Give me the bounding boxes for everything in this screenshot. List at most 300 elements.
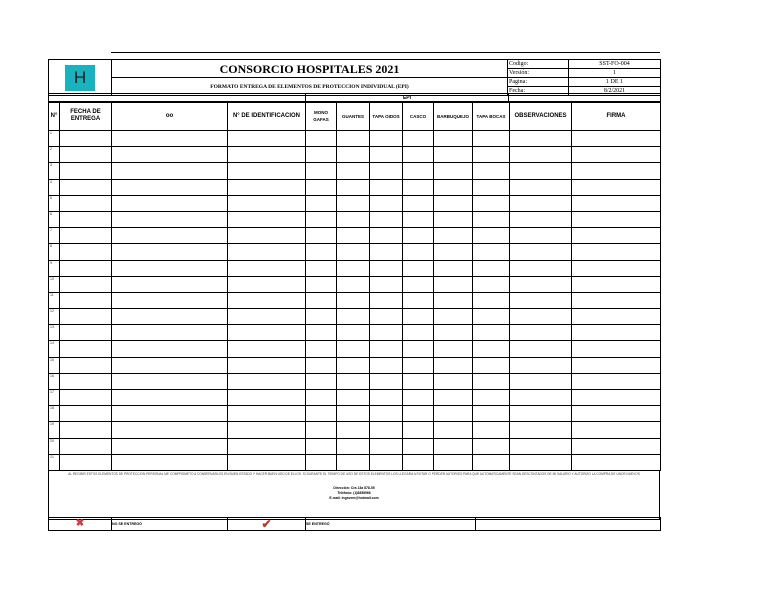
table-cell[interactable] xyxy=(434,131,473,147)
table-cell[interactable] xyxy=(306,179,337,195)
table-cell[interactable] xyxy=(337,325,370,341)
meta-value-version: 1 xyxy=(569,69,661,78)
table-cell[interactable] xyxy=(306,260,337,276)
table-cell[interactable] xyxy=(403,325,434,341)
table-cell[interactable] xyxy=(337,422,370,438)
table-cell[interactable] xyxy=(572,195,661,211)
table-cell[interactable] xyxy=(306,228,337,244)
table-cell[interactable] xyxy=(434,390,473,406)
table-cell[interactable] xyxy=(403,357,434,373)
table-cell[interactable] xyxy=(370,244,403,260)
table-cell[interactable] xyxy=(228,260,306,276)
table-cell[interactable] xyxy=(60,195,112,211)
col-header-identificacion: N° DE IDENTIFICACION xyxy=(228,102,306,131)
table-cell[interactable] xyxy=(306,211,337,227)
footer-address: Dirección: Cra 13a 878-55 xyxy=(333,485,375,490)
table-cell[interactable] xyxy=(572,454,661,470)
table-cell[interactable] xyxy=(60,325,112,341)
table-cell[interactable] xyxy=(112,147,228,163)
table-cell[interactable] xyxy=(112,341,228,357)
table-cell[interactable] xyxy=(434,292,473,308)
table-cell[interactable] xyxy=(434,147,473,163)
table-cell[interactable] xyxy=(112,309,228,325)
table-cell[interactable] xyxy=(306,147,337,163)
table-cell[interactable] xyxy=(60,131,112,147)
table-cell[interactable] xyxy=(473,390,510,406)
table-cell[interactable] xyxy=(473,228,510,244)
table-cell[interactable] xyxy=(370,406,403,422)
table-cell[interactable] xyxy=(370,325,403,341)
table-cell[interactable] xyxy=(572,438,661,454)
table-cell[interactable] xyxy=(112,179,228,195)
meta-label-codigo: Codigo: xyxy=(508,60,569,69)
col-header-nombre: oo xyxy=(112,102,228,131)
table-cell[interactable] xyxy=(473,454,510,470)
table-cell[interactable] xyxy=(473,422,510,438)
table-cell[interactable] xyxy=(112,373,228,389)
table-cell[interactable] xyxy=(572,422,661,438)
table-cell[interactable] xyxy=(228,422,306,438)
table-cell[interactable] xyxy=(572,276,661,292)
col-header-monogafas: MONO GAFAS xyxy=(306,102,337,131)
table-cell[interactable] xyxy=(434,228,473,244)
table-cell[interactable] xyxy=(337,276,370,292)
table-cell[interactable] xyxy=(306,276,337,292)
table-cell[interactable] xyxy=(403,438,434,454)
legend-delivered: SE ENTREGÓ xyxy=(306,518,476,531)
table-cell[interactable] xyxy=(337,195,370,211)
table-cell[interactable] xyxy=(306,244,337,260)
table-cell[interactable] xyxy=(60,147,112,163)
table-cell[interactable] xyxy=(434,454,473,470)
row-number: 17 xyxy=(49,390,60,406)
table-cell[interactable] xyxy=(370,228,403,244)
table-cell[interactable] xyxy=(228,406,306,422)
row-number: 7 xyxy=(49,228,60,244)
table-cell[interactable] xyxy=(434,373,473,389)
table-cell[interactable] xyxy=(112,292,228,308)
table-cell[interactable] xyxy=(337,228,370,244)
table-cell[interactable] xyxy=(473,325,510,341)
table-row xyxy=(49,211,661,227)
table-row xyxy=(49,163,661,179)
table-cell[interactable] xyxy=(337,406,370,422)
table-cell[interactable] xyxy=(510,309,572,325)
legend-x-cell xyxy=(49,518,112,531)
table-cell[interactable] xyxy=(403,454,434,470)
table-cell[interactable] xyxy=(572,211,661,227)
table-cell[interactable] xyxy=(60,373,112,389)
table-cell[interactable] xyxy=(337,438,370,454)
table-cell[interactable] xyxy=(60,228,112,244)
table-row xyxy=(49,276,661,292)
table-cell[interactable] xyxy=(337,131,370,147)
table-cell[interactable] xyxy=(60,260,112,276)
table-cell[interactable] xyxy=(228,309,306,325)
epi-label: EPI xyxy=(306,94,509,103)
table-cell[interactable] xyxy=(306,131,337,147)
table-cell[interactable] xyxy=(337,357,370,373)
table-cell[interactable] xyxy=(370,454,403,470)
row-number: 1 xyxy=(49,131,60,147)
table-cell[interactable] xyxy=(510,357,572,373)
table-cell[interactable] xyxy=(112,163,228,179)
table-cell[interactable] xyxy=(112,422,228,438)
table-cell[interactable] xyxy=(473,341,510,357)
table-cell[interactable] xyxy=(228,228,306,244)
table-cell[interactable] xyxy=(228,131,306,147)
table-cell[interactable] xyxy=(403,211,434,227)
row-number: 20 xyxy=(49,438,60,454)
table-cell[interactable] xyxy=(112,325,228,341)
table-cell[interactable] xyxy=(473,276,510,292)
table-cell[interactable] xyxy=(510,163,572,179)
table-cell[interactable] xyxy=(473,147,510,163)
table-cell[interactable] xyxy=(510,422,572,438)
table-cell[interactable] xyxy=(434,163,473,179)
top-rule xyxy=(111,52,660,53)
table-cell[interactable] xyxy=(60,163,112,179)
table-cell[interactable] xyxy=(572,147,661,163)
col-header-tapabocas: TAPA BOCAS xyxy=(473,102,510,131)
table-cell[interactable] xyxy=(370,292,403,308)
table-cell[interactable] xyxy=(473,131,510,147)
row-number: 11 xyxy=(49,292,60,308)
cross-icon: ✖ xyxy=(75,518,85,529)
logo-cell xyxy=(49,60,112,96)
table-cell[interactable] xyxy=(60,406,112,422)
col-header-observaciones: OBSERVACIONES xyxy=(510,102,572,131)
table-cell[interactable] xyxy=(572,292,661,308)
table-cell[interactable] xyxy=(112,211,228,227)
table-cell[interactable] xyxy=(306,438,337,454)
table-cell[interactable] xyxy=(572,179,661,195)
table-cell[interactable] xyxy=(434,276,473,292)
table-cell[interactable] xyxy=(370,163,403,179)
table-cell[interactable] xyxy=(306,341,337,357)
row-number: 12 xyxy=(49,309,60,325)
table-cell[interactable] xyxy=(510,276,572,292)
table-cell[interactable] xyxy=(337,390,370,406)
table-cell[interactable] xyxy=(510,131,572,147)
table-cell[interactable] xyxy=(60,341,112,357)
table-cell[interactable] xyxy=(572,244,661,260)
table-cell[interactable] xyxy=(572,309,661,325)
table-cell[interactable] xyxy=(403,244,434,260)
col-header-fecha: FECHA DE ENTREGA xyxy=(60,102,112,131)
table-cell[interactable] xyxy=(112,228,228,244)
table-cell[interactable] xyxy=(473,292,510,308)
table-cell[interactable] xyxy=(370,260,403,276)
table-cell[interactable] xyxy=(228,292,306,308)
table-cell[interactable] xyxy=(434,260,473,276)
col-header-num: N° xyxy=(49,102,60,131)
table-cell[interactable] xyxy=(403,390,434,406)
table-cell[interactable] xyxy=(306,163,337,179)
table-cell[interactable] xyxy=(60,422,112,438)
table-row xyxy=(49,309,661,325)
table-cell[interactable] xyxy=(510,244,572,260)
table-cell[interactable] xyxy=(306,406,337,422)
table-cell[interactable] xyxy=(572,131,661,147)
row-number: 16 xyxy=(49,373,60,389)
table-cell[interactable] xyxy=(572,390,661,406)
table-cell[interactable] xyxy=(473,260,510,276)
table-cell[interactable] xyxy=(60,438,112,454)
table-cell[interactable] xyxy=(370,390,403,406)
table-cell[interactable] xyxy=(370,309,403,325)
table-cell[interactable] xyxy=(572,341,661,357)
header-block xyxy=(48,59,661,96)
table-cell[interactable] xyxy=(112,357,228,373)
table-cell[interactable] xyxy=(510,211,572,227)
table-cell[interactable] xyxy=(370,276,403,292)
table-cell[interactable] xyxy=(434,406,473,422)
table-cell[interactable] xyxy=(370,131,403,147)
table-cell[interactable] xyxy=(473,357,510,373)
table-row xyxy=(49,454,661,470)
table-cell[interactable] xyxy=(337,163,370,179)
table-cell[interactable] xyxy=(473,179,510,195)
table-cell[interactable] xyxy=(403,260,434,276)
table-cell[interactable] xyxy=(434,341,473,357)
table-cell[interactable] xyxy=(473,438,510,454)
table-cell[interactable] xyxy=(434,211,473,227)
table-cell[interactable] xyxy=(473,406,510,422)
table-row xyxy=(49,195,661,211)
table-cell[interactable] xyxy=(473,195,510,211)
table-cell[interactable] xyxy=(510,179,572,195)
table-cell[interactable] xyxy=(337,147,370,163)
table-cell[interactable] xyxy=(370,357,403,373)
table-cell[interactable] xyxy=(510,195,572,211)
delivery-table xyxy=(48,101,661,471)
table-cell[interactable] xyxy=(434,357,473,373)
table-cell[interactable] xyxy=(434,422,473,438)
table-cell[interactable] xyxy=(306,373,337,389)
table-cell[interactable] xyxy=(306,325,337,341)
meta-value-fecha: 8/2/2021 xyxy=(569,87,661,96)
table-cell[interactable] xyxy=(434,179,473,195)
table-cell[interactable] xyxy=(510,341,572,357)
table-cell[interactable] xyxy=(370,179,403,195)
table-cell[interactable] xyxy=(473,211,510,227)
row-number: 14 xyxy=(49,341,60,357)
table-cell[interactable] xyxy=(112,406,228,422)
table-cell[interactable] xyxy=(228,179,306,195)
table-cell[interactable] xyxy=(337,260,370,276)
table-cell[interactable] xyxy=(228,276,306,292)
table-cell[interactable] xyxy=(112,244,228,260)
table-cell[interactable] xyxy=(228,325,306,341)
table-row xyxy=(49,406,661,422)
table-cell[interactable] xyxy=(510,260,572,276)
table-cell[interactable] xyxy=(510,147,572,163)
table-row xyxy=(49,373,661,389)
table-row xyxy=(49,325,661,341)
row-number: 10 xyxy=(49,276,60,292)
table-cell[interactable] xyxy=(337,179,370,195)
table-cell[interactable] xyxy=(370,373,403,389)
table-cell[interactable] xyxy=(60,276,112,292)
table-cell[interactable] xyxy=(337,244,370,260)
table-row xyxy=(49,131,661,147)
table-cell[interactable] xyxy=(306,292,337,308)
table-cell[interactable] xyxy=(403,163,434,179)
table-cell[interactable] xyxy=(572,260,661,276)
table-cell[interactable] xyxy=(370,341,403,357)
table-cell[interactable] xyxy=(112,454,228,470)
table-cell[interactable] xyxy=(228,373,306,389)
row-number: 9 xyxy=(49,260,60,276)
meta-value-codigo: SST-FO-004 xyxy=(569,60,661,69)
table-cell[interactable] xyxy=(228,163,306,179)
table-cell[interactable] xyxy=(112,438,228,454)
table-cell[interactable] xyxy=(434,309,473,325)
document-subtitle: FORMATO ENTREGA DE ELEMENTOS DE PROTECCION INDIVIDUAL (EPI) xyxy=(112,78,508,96)
table-cell[interactable] xyxy=(403,406,434,422)
table-cell[interactable] xyxy=(473,309,510,325)
col-header-guantes: GUANTES xyxy=(337,102,370,131)
table-row xyxy=(49,357,661,373)
row-number: 19 xyxy=(49,422,60,438)
table-cell[interactable] xyxy=(337,341,370,357)
row-number: 5 xyxy=(49,195,60,211)
row-number: 18 xyxy=(49,406,60,422)
table-cell[interactable] xyxy=(60,390,112,406)
table-cell[interactable] xyxy=(112,390,228,406)
row-number: 8 xyxy=(49,244,60,260)
meta-label-version: Versión: xyxy=(508,69,569,78)
table-cell[interactable] xyxy=(510,373,572,389)
table-cell[interactable] xyxy=(403,276,434,292)
table-cell[interactable] xyxy=(403,309,434,325)
table-cell[interactable] xyxy=(403,422,434,438)
row-number: 21 xyxy=(49,454,60,470)
table-cell[interactable] xyxy=(306,309,337,325)
table-cell[interactable] xyxy=(370,211,403,227)
table-cell[interactable] xyxy=(228,147,306,163)
table-row xyxy=(49,390,661,406)
table-cell[interactable] xyxy=(337,454,370,470)
table-cell[interactable] xyxy=(60,454,112,470)
table-cell[interactable] xyxy=(403,373,434,389)
table-cell[interactable] xyxy=(306,422,337,438)
table-cell[interactable] xyxy=(306,195,337,211)
table-cell[interactable] xyxy=(473,373,510,389)
table-cell[interactable] xyxy=(403,228,434,244)
table-cell[interactable] xyxy=(228,195,306,211)
footer-phone: Teléfono: (1)8858966 xyxy=(337,490,371,495)
table-cell[interactable] xyxy=(228,357,306,373)
table-cell[interactable] xyxy=(572,325,661,341)
table-cell[interactable] xyxy=(572,406,661,422)
table-cell[interactable] xyxy=(60,244,112,260)
table-cell[interactable] xyxy=(403,131,434,147)
table-cell[interactable] xyxy=(228,341,306,357)
table-cell[interactable] xyxy=(572,163,661,179)
table-cell[interactable] xyxy=(510,292,572,308)
table-cell[interactable] xyxy=(370,195,403,211)
table-cell[interactable] xyxy=(337,309,370,325)
table-cell[interactable] xyxy=(434,325,473,341)
table-cell[interactable] xyxy=(228,244,306,260)
check-icon: ✔ xyxy=(261,517,272,531)
table-cell[interactable] xyxy=(473,244,510,260)
table-row xyxy=(49,438,661,454)
legend-blank xyxy=(476,518,661,531)
table-cell[interactable] xyxy=(510,454,572,470)
table-cell[interactable] xyxy=(60,292,112,308)
table-cell[interactable] xyxy=(60,309,112,325)
meta-label-fecha: Fecha: xyxy=(508,87,569,96)
table-cell[interactable] xyxy=(370,422,403,438)
table-cell[interactable] xyxy=(403,341,434,357)
document-title: CONSORCIO HOSPITALES 2021 xyxy=(112,60,508,78)
table-cell[interactable] xyxy=(510,325,572,341)
row-number: 2 xyxy=(49,147,60,163)
table-cell[interactable] xyxy=(510,406,572,422)
table-cell[interactable] xyxy=(434,195,473,211)
table-cell[interactable] xyxy=(403,195,434,211)
table-cell[interactable] xyxy=(572,228,661,244)
table-cell[interactable] xyxy=(434,244,473,260)
table-cell[interactable] xyxy=(510,438,572,454)
table-cell[interactable] xyxy=(306,454,337,470)
table-cell[interactable] xyxy=(572,373,661,389)
table-cell[interactable] xyxy=(403,179,434,195)
col-header-tapaoidos: TAPA OIDOS xyxy=(370,102,403,131)
table-cell[interactable] xyxy=(60,211,112,227)
footer-note-cell xyxy=(49,471,660,520)
table-cell[interactable] xyxy=(112,260,228,276)
table-cell[interactable] xyxy=(112,195,228,211)
table-cell[interactable] xyxy=(337,373,370,389)
table-cell[interactable] xyxy=(403,147,434,163)
table-cell[interactable] xyxy=(572,357,661,373)
table-cell[interactable] xyxy=(473,163,510,179)
table-cell[interactable] xyxy=(306,390,337,406)
table-cell[interactable] xyxy=(112,276,228,292)
footer-disclaimer: AL RECIBIR ESTOS ELEMENTOS DE PROTECCION PERSONAL ME COMPROMETO A CONSERVARLOS EN BUEN ESTADO Y HACER BUEN USO DE ELLOS. SI DURANTE EL TIEMPO DE USO DE ESTOS ELEMENTOS LOS LLEGARA A ROTAR O PERDER AUTORIZO PARA QUE AUTOMATICAMENTE SEAN DESCONTADOS DE MI SALARIO Y AUTORIZO LA COMPRA DE UNOS NUEVOS xyxy=(68,472,640,476)
table-cell[interactable] xyxy=(228,390,306,406)
table-cell[interactable] xyxy=(337,292,370,308)
table-cell[interactable] xyxy=(60,179,112,195)
table-cell[interactable] xyxy=(228,438,306,454)
table-cell[interactable] xyxy=(370,147,403,163)
legend-not-delivered: NO SE ENTREGÓ xyxy=(112,518,228,531)
row-number: 6 xyxy=(49,211,60,227)
table-cell[interactable] xyxy=(112,131,228,147)
table-cell[interactable] xyxy=(60,357,112,373)
table-cell[interactable] xyxy=(337,211,370,227)
table-cell[interactable] xyxy=(510,390,572,406)
table-cell[interactable] xyxy=(403,292,434,308)
table-row xyxy=(49,341,661,357)
table-cell[interactable] xyxy=(510,228,572,244)
legend-check-cell xyxy=(228,518,306,531)
legend-row xyxy=(48,517,661,531)
table-row xyxy=(49,244,661,260)
table-cell[interactable] xyxy=(434,438,473,454)
table-cell[interactable] xyxy=(228,454,306,470)
table-row xyxy=(49,179,661,195)
table-cell[interactable] xyxy=(306,357,337,373)
table-cell[interactable] xyxy=(370,438,403,454)
row-number: 15 xyxy=(49,357,60,373)
table-cell[interactable] xyxy=(228,211,306,227)
meta-value-pagina: 1 DE 1 xyxy=(569,78,661,87)
